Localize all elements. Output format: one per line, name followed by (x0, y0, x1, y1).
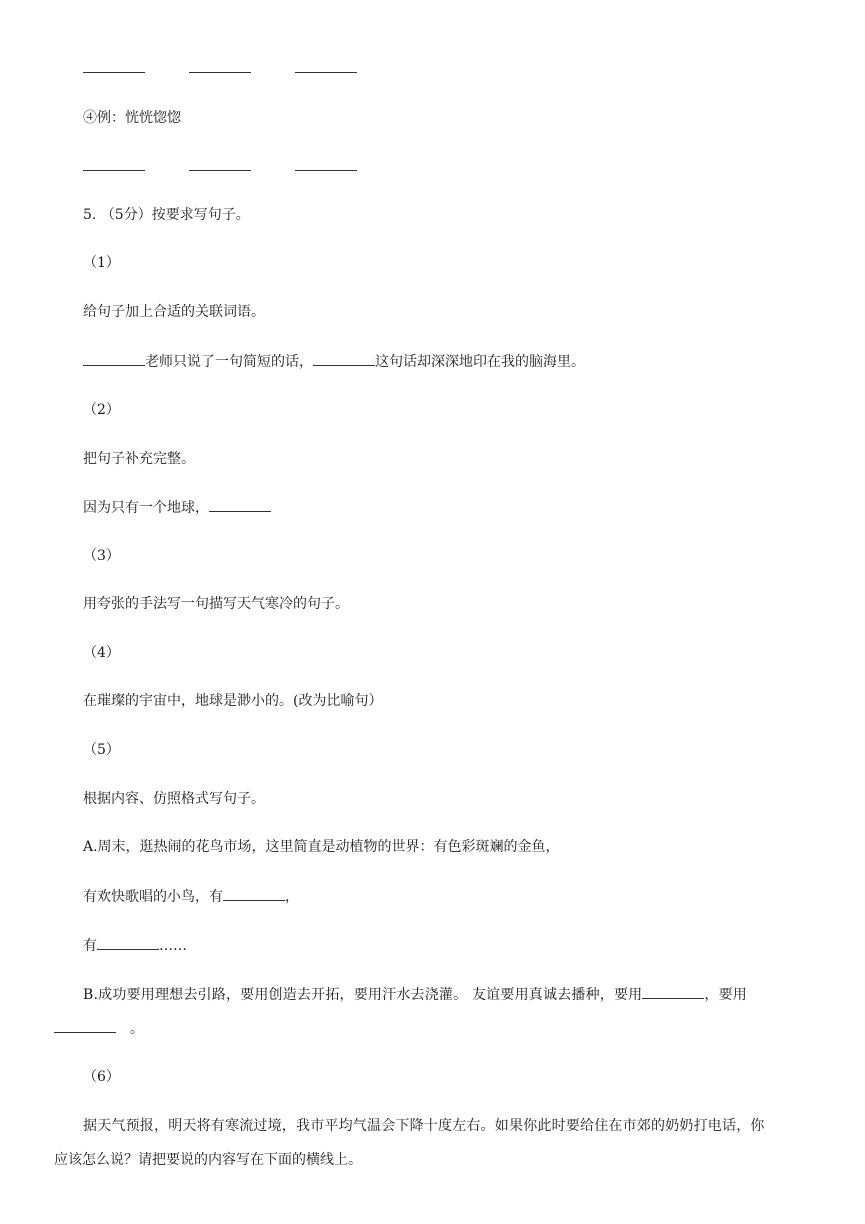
answer-blank[interactable] (83, 156, 145, 171)
sentence-part: 因为只有一个地球， (83, 500, 209, 516)
answer-blank[interactable] (189, 156, 251, 171)
sub-question-3-number: （3） (83, 548, 120, 564)
sub-question-4-number: （4） (83, 645, 120, 661)
sub-question-5-number: （5） (83, 742, 120, 758)
sub-question-4-instruction: 在璀璨的宇宙中，地球是渺小的。(改为比喻句） (83, 693, 383, 709)
answer-blank[interactable] (97, 935, 159, 950)
sentence-part: …… (159, 938, 187, 954)
answer-blank[interactable] (189, 58, 251, 73)
sub-question-2-number: （2） (83, 402, 120, 418)
sentence-part: ，要用 (704, 987, 747, 1003)
question-5-header: 5. （5分）按要求写句子。 (83, 207, 250, 223)
answer-blank[interactable] (313, 351, 375, 366)
sub-question-2-sentence (83, 497, 271, 518)
example-4-text: ④例：恍恍惚惚 (83, 110, 181, 126)
blank-row-example-4 (83, 156, 401, 177)
sub-question-6-line1: 据天气预报，明天将有寒流过境，我市平均气温会下降十度左右。如果你此时要给住在市郊的奶奶打电话，你 (83, 1118, 765, 1134)
answer-blank[interactable] (83, 58, 145, 73)
answer-blank[interactable] (54, 1018, 116, 1033)
sub-question-5-a-line1: A.周末，逛热闹的花鸟市场，这里简直是动植物的世界：有色彩斑斓的金鱼， (83, 839, 560, 855)
sentence-part: 有 (83, 938, 97, 954)
sub-question-3-instruction: 用夸张的手法写一句描写天气寒冷的句子。 (83, 596, 349, 612)
sentence-part: B.成功要用理想去引路，要用创造去开拓，要用汗水去浇灌。 友谊要用真诚去播种，要用 (83, 987, 643, 1003)
sub-question-1-instruction: 给句子加上合适的关联词语。 (83, 304, 265, 320)
answer-blank[interactable] (295, 58, 357, 73)
sentence-part: ， (285, 889, 299, 905)
sub-question-6-number: （6） (83, 1069, 120, 1085)
sub-question-5-b-line2 (54, 1018, 144, 1039)
sub-question-5-a-line3 (83, 935, 187, 956)
sub-question-1-sentence (83, 351, 585, 372)
answer-blank[interactable] (83, 351, 145, 366)
answer-blank[interactable] (295, 156, 357, 171)
sentence-part: 这句话却深深地印在我的脑海里。 (375, 354, 585, 370)
sub-question-5-instruction: 根据内容、仿照格式写句子。 (83, 791, 265, 807)
sentence-part: 有欢快歌唱的小鸟，有 (83, 889, 223, 905)
sub-question-2-instruction: 把句子补充完整。 (83, 451, 195, 467)
sentence-part: 老师只说了一句简短的话， (145, 354, 313, 370)
sub-question-5-a-line2 (83, 886, 299, 907)
blank-row-top (83, 58, 401, 79)
sub-question-5-b-line1 (83, 984, 747, 1005)
sub-question-1-number: （1） (83, 255, 120, 271)
sub-question-6-line2: 应该怎么说？请把要说的内容写在下面的横线上。 (54, 1152, 362, 1168)
sentence-part: 。 (130, 1021, 144, 1037)
answer-blank[interactable] (223, 886, 285, 901)
answer-blank[interactable] (209, 497, 271, 512)
answer-blank[interactable] (642, 984, 704, 999)
